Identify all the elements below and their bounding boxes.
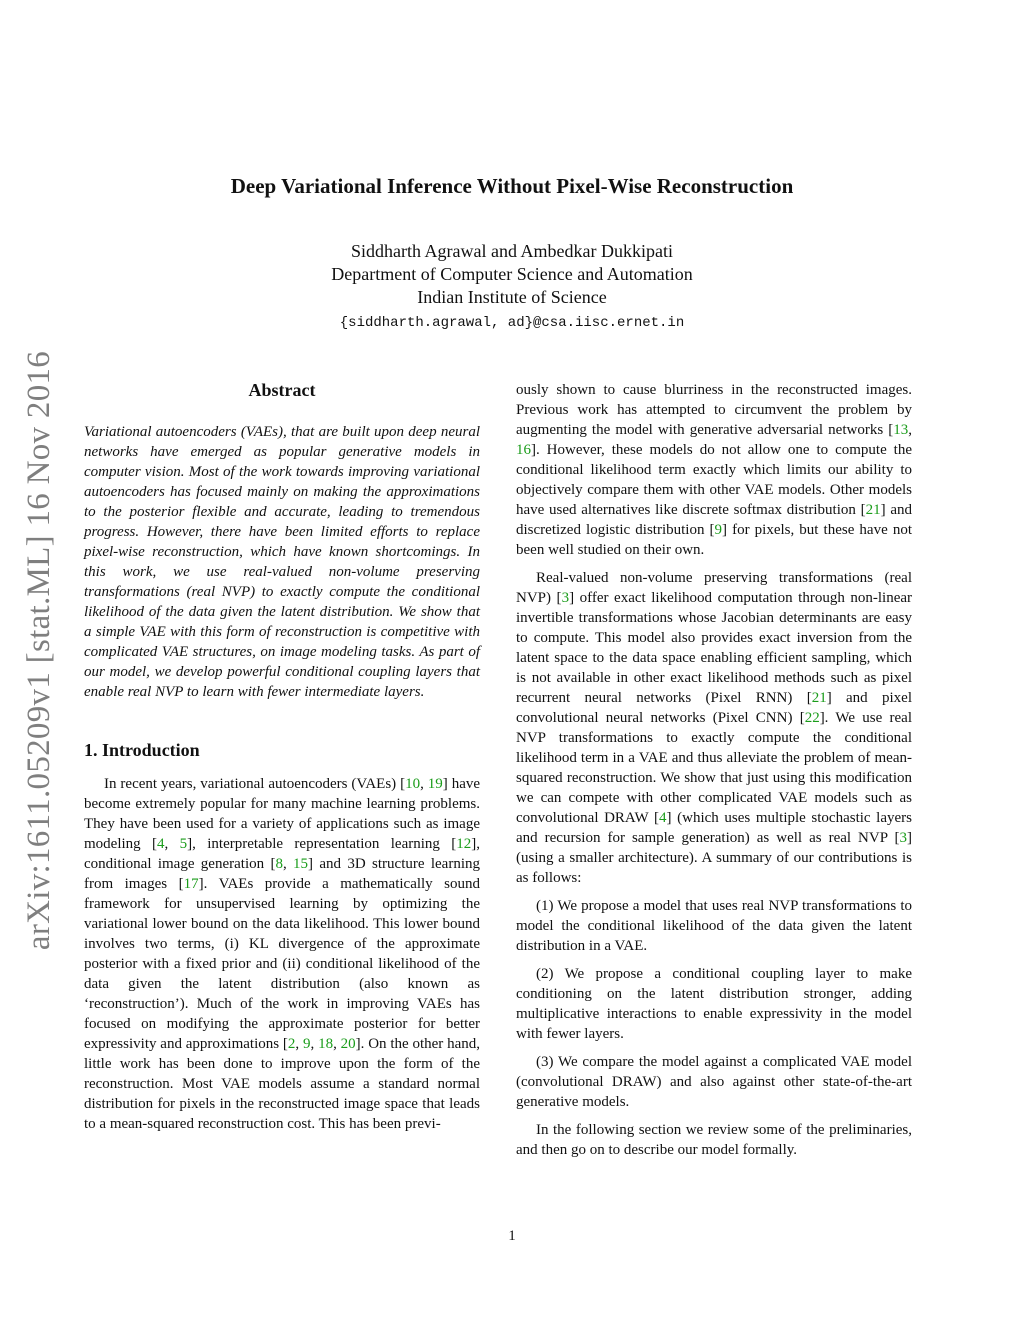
intro-paragraph-3: Real-valued non-volume preserving transformations (real NVP) [3] offer exact likelihood computation through non-linear invertible transformations whose Jacobian determinants are easy to compute. This model also provides exact inversion from the latent space to the data space enabling efficient sampling, which is not available in other exact likelihood methods such as pixel recurrent neural networks (Pixel RNN) [21] and pixel convolutional neural networks (Pixel CNN) [22]. We use real NVP transformations to exactly compute the conditional likelihood term in a VAE and thus alleviate the problem of mean-squared reconstruction. We show that just using this modification we can compete with other complicated VAE models such as convolutional DRAW [4] (which uses multiple stochastic layers and recursion for sample generation) as well as real NVP [3] (using a smaller architecture). A summary of our contributions is as follows: [516, 570, 913, 886]
author-names: Siddharth Agrawal and Ambedkar Dukkipati [351, 241, 673, 261]
intro-paragraph-1: In recent years, variational autoencoders (VAEs) [10, 19] have become extremely popular for many machine learning problems. They have been used for a variety of applications such as image modeling [4, 5], interpretable representation learning [12], conditional image generation [8, 15] and 3D structure learning from images [17]. VAEs provide a mathematically sound framework for unsupervised learning by optimizing the variational lower bound on the data likelihood. This lower bound involves two terms, (i) KL divergence of the approximate posterior with a fixed prior and (ii) conditional likelihood of the data given the latent distribution (also known as ‘reconstruction’). Much of the work in improving VAEs has focused on modifying the approximate posterior for better expressivity and approximations [2, 9, 18, 20]. On the other hand, little work has been done to improve upon the form of the reconstruction. Most VAE models assume a standard normal distribution for pixels in the reconstructed image space that leads to a mean-squared reconstruction cost. This has been previ- [84, 776, 481, 1132]
citation-link[interactable]: 5 [179, 836, 188, 852]
author-block [0, 240, 1024, 335]
citation-link[interactable]: 4 [157, 836, 165, 852]
abstract-text: Variational autoencoders (VAEs), that are built upon deep neural networks have emerged as popular generative models in computer vision. Most of the work towards improving variational autoencoders has focused mainly on making the approximations to the posterior flexible and accurate, leading to tremendous progress. However, there have been limited efforts to replace pixel-wise reconstruction, which have known shortcomings. In this work, we use real-valued non-volume preserving transformations (real NVP) to exactly compute the conditional likelihood of the data given the latent distribution. We show that a simple VAE with this form of reconstruction is competitive with complicated VAE structures, on image modeling tasks. As part of our model, we develop powerful conditional coupling layers that enable real NVP to learn with fewer intermediate layers. [84, 424, 480, 700]
citation-link[interactable]: 15 [293, 856, 309, 872]
citation-link[interactable]: 21 [865, 502, 881, 518]
abstract-heading: Abstract [248, 380, 316, 400]
citation-link[interactable]: 13 [893, 422, 909, 438]
citation-link[interactable]: 8 [275, 856, 283, 872]
citation-link[interactable]: 2 [287, 1036, 296, 1052]
citation-link[interactable]: 12 [456, 836, 472, 852]
citation-link[interactable]: 10 [405, 776, 421, 792]
left-column [84, 380, 480, 1142]
author-institute: Indian Institute of Science [417, 287, 607, 307]
citation-link[interactable]: 16 [516, 442, 531, 458]
contribution-1: (1) We propose a model that uses real NVP transformations to model the conditional likelihood of the data given the latent distribution in a VAE. [516, 898, 912, 954]
paper-title: Deep Variational Inference Without Pixel-Wise Reconstruction [230, 174, 794, 198]
citation-link[interactable]: 21 [811, 690, 827, 706]
contribution-3: (3) We compare the model against a complicated VAE model (convolutional DRAW) and also against other state-of-the-art generative models. [516, 1054, 912, 1110]
citation-link[interactable]: 22 [804, 710, 820, 726]
author-department: Department of Computer Science and Automation [331, 264, 693, 284]
citation-link[interactable]: 3 [899, 830, 907, 846]
page-number: 1 [508, 1228, 516, 1244]
contribution-2: (2) We propose a conditional coupling layer to make conditioning on the latent distribution stronger, adding multiplicative interactions to enable expressivity in the model with fewer layers. [516, 966, 912, 1042]
right-column [516, 380, 912, 1168]
citation-link[interactable]: 17 [183, 876, 199, 892]
citation-link[interactable]: 3 [561, 590, 570, 606]
citation-link[interactable]: 9 [302, 1036, 311, 1052]
intro-paragraph-2: ously shown to cause blurriness in the reconstructed images. Previous work has attempted to circumvent the problem by augmenting the model with generative adversarial networks [13, 16]. However, these models do not allow one to compute the conditional likelihood term exactly which limits our ability to objectively compare them with other VAE models. Other models have used alternatives like discrete softmax distribution [21] and discretized logistic distribution [9] for pixels, but these have not been well studied on their own. [516, 382, 912, 558]
arxiv-stamp [20, 340, 60, 960]
citation-link[interactable]: 4 [659, 810, 667, 826]
author-email: {siddharth.agrawal, ad}@csa.iisc.ernet.in [339, 315, 685, 331]
section-heading-introduction: 1. Introduction [84, 740, 200, 760]
citation-link[interactable]: 20 [340, 1036, 356, 1052]
citation-link[interactable]: 19 [427, 776, 443, 792]
citation-link[interactable]: 9 [714, 522, 723, 538]
arxiv-stamp-text: arXiv:1611.05209v1 [stat.ML] 16 Nov 2016 [21, 350, 58, 950]
citation-link[interactable]: 18 [318, 1036, 334, 1052]
intro-paragraph-closing: In the following section we review some of the preliminaries, and then go on to describe our model formally. [516, 1122, 912, 1158]
